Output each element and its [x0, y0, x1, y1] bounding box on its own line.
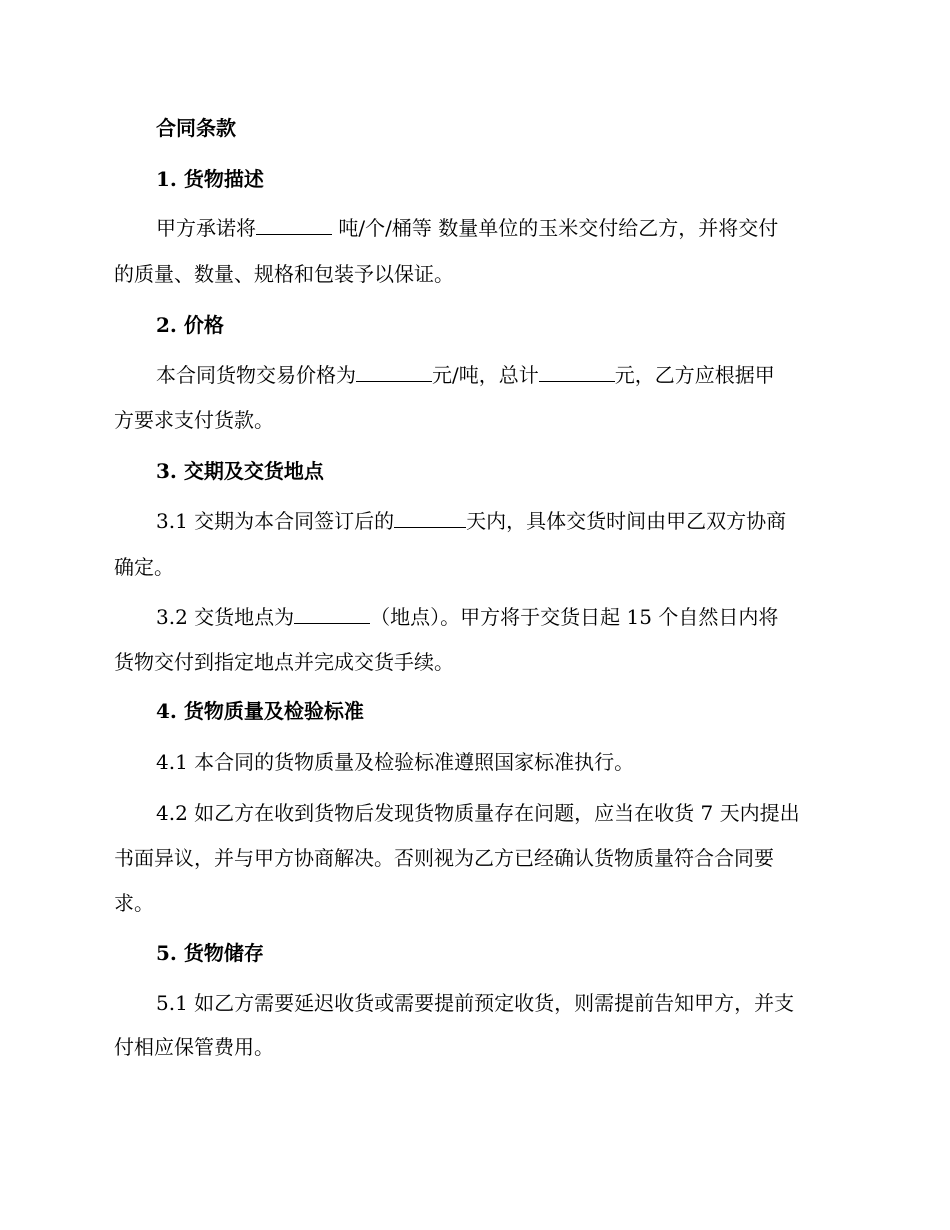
- clause-3-2-line-2: 货物交付到指定地点并完成交货手续。: [114, 650, 454, 674]
- section-1-text-a: 甲方承诺将: [156, 216, 256, 240]
- section-1-line-1: [156, 211, 950, 245]
- section-1-heading: 1. 货物描述: [156, 167, 264, 191]
- clause-5-1-line-2: 付相应保管费用。: [114, 1035, 274, 1059]
- clause-4-2-line-1: 4.2 如乙方在收到货物后发现货物质量存在问题，应当在收货 7 天内提出: [156, 801, 800, 825]
- section-2-text-b: 元/吨，总计: [432, 363, 539, 387]
- section-2-line-1: [156, 358, 950, 392]
- section-1-line-2: 的质量、数量、规格和包装予以保证。: [114, 262, 454, 286]
- quantity-blank: [256, 214, 332, 235]
- clause-3-1-line-2: 确定。: [114, 555, 174, 579]
- section-4-heading: 4. 货物质量及检验标准: [156, 699, 364, 723]
- clause-3-1-line-1: [156, 504, 950, 538]
- section-2-heading: 2. 价格: [156, 313, 224, 337]
- section-1-text-b: 吨/个/桶等 数量单位的玉米交付给乙方，并将交付: [332, 216, 779, 240]
- clause-4-2-line-2: 书面异议，并与甲方协商解决。否则视为乙方已经确认货物质量符合合同要: [114, 846, 774, 870]
- clause-3-1-text-b: 天内，具体交货时间由甲乙双方协商: [466, 509, 787, 533]
- document-title: 合同条款: [156, 116, 236, 140]
- clause-3-2-line-1: [156, 600, 950, 634]
- clause-4-1: 4.1 本合同的货物质量及检验标准遵照国家标准执行。: [156, 750, 635, 774]
- clause-3-2-text-b: （地点）。甲方将于交货日起 15 个自然日内将: [370, 605, 779, 629]
- section-2-text-c: 元，乙方应根据甲: [614, 363, 775, 387]
- clause-5-1-line-1: 5.1 如乙方需要延迟收货或需要提前预定收货，则需提前告知甲方，并支: [156, 991, 795, 1015]
- section-2-text-a: 本合同货物交易价格为: [156, 363, 356, 387]
- section-3-heading: 3. 交期及交货地点: [156, 459, 324, 483]
- delivery-location-blank: [294, 603, 370, 624]
- clause-3-1-text-a: 3.1 交期为本合同签订后的: [156, 509, 395, 533]
- clause-3-2-text-a: 3.2 交货地点为: [156, 605, 295, 629]
- total-price-blank: [539, 361, 615, 382]
- delivery-days-blank: [394, 507, 466, 528]
- clause-4-2-line-3: 求。: [114, 891, 154, 915]
- section-5-heading: 5. 货物储存: [156, 941, 264, 965]
- unit-price-blank: [356, 361, 432, 382]
- section-2-line-2: 方要求支付货款。: [114, 408, 274, 432]
